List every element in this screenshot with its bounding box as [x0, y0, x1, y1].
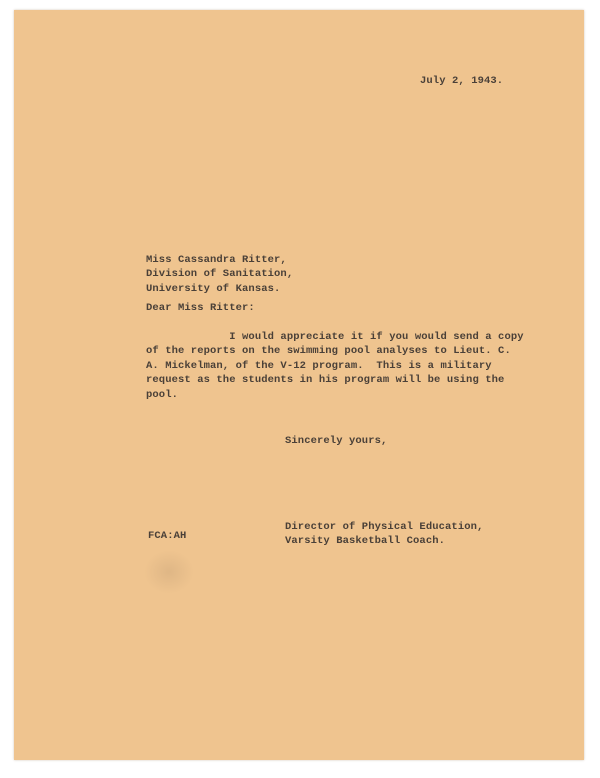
- signature-line: Varsity Basketball Coach.: [285, 535, 446, 548]
- body-line: A. Mickelman, of the V-12 program. This is a military: [146, 359, 492, 372]
- closing: Sincerely yours,: [285, 435, 388, 447]
- recipient-line: Miss Cassandra Ritter,: [146, 254, 287, 266]
- body-line: of the reports on the swimming pool analyses to Lieut. C.: [146, 345, 511, 358]
- salutation: Dear Miss Ritter:: [146, 302, 255, 314]
- reference-initials: FCA:AH: [148, 530, 187, 542]
- letter-page: [14, 10, 584, 760]
- recipient-address: [146, 253, 293, 296]
- body-line: pool.: [146, 388, 179, 401]
- recipient-line: University of Kansas.: [146, 282, 281, 295]
- paper-smudge: [144, 550, 194, 594]
- letter-date: July 2, 1943.: [420, 75, 504, 87]
- letter-body: [146, 330, 524, 402]
- recipient-line: Division of Sanitation,: [146, 268, 294, 281]
- signature-block: [285, 520, 483, 549]
- body-line: I would appreciate it if you would send a copy: [146, 331, 524, 343]
- body-line: request as the students in his program will be using the: [146, 374, 505, 387]
- signature-line: Director of Physical Education,: [285, 521, 484, 533]
